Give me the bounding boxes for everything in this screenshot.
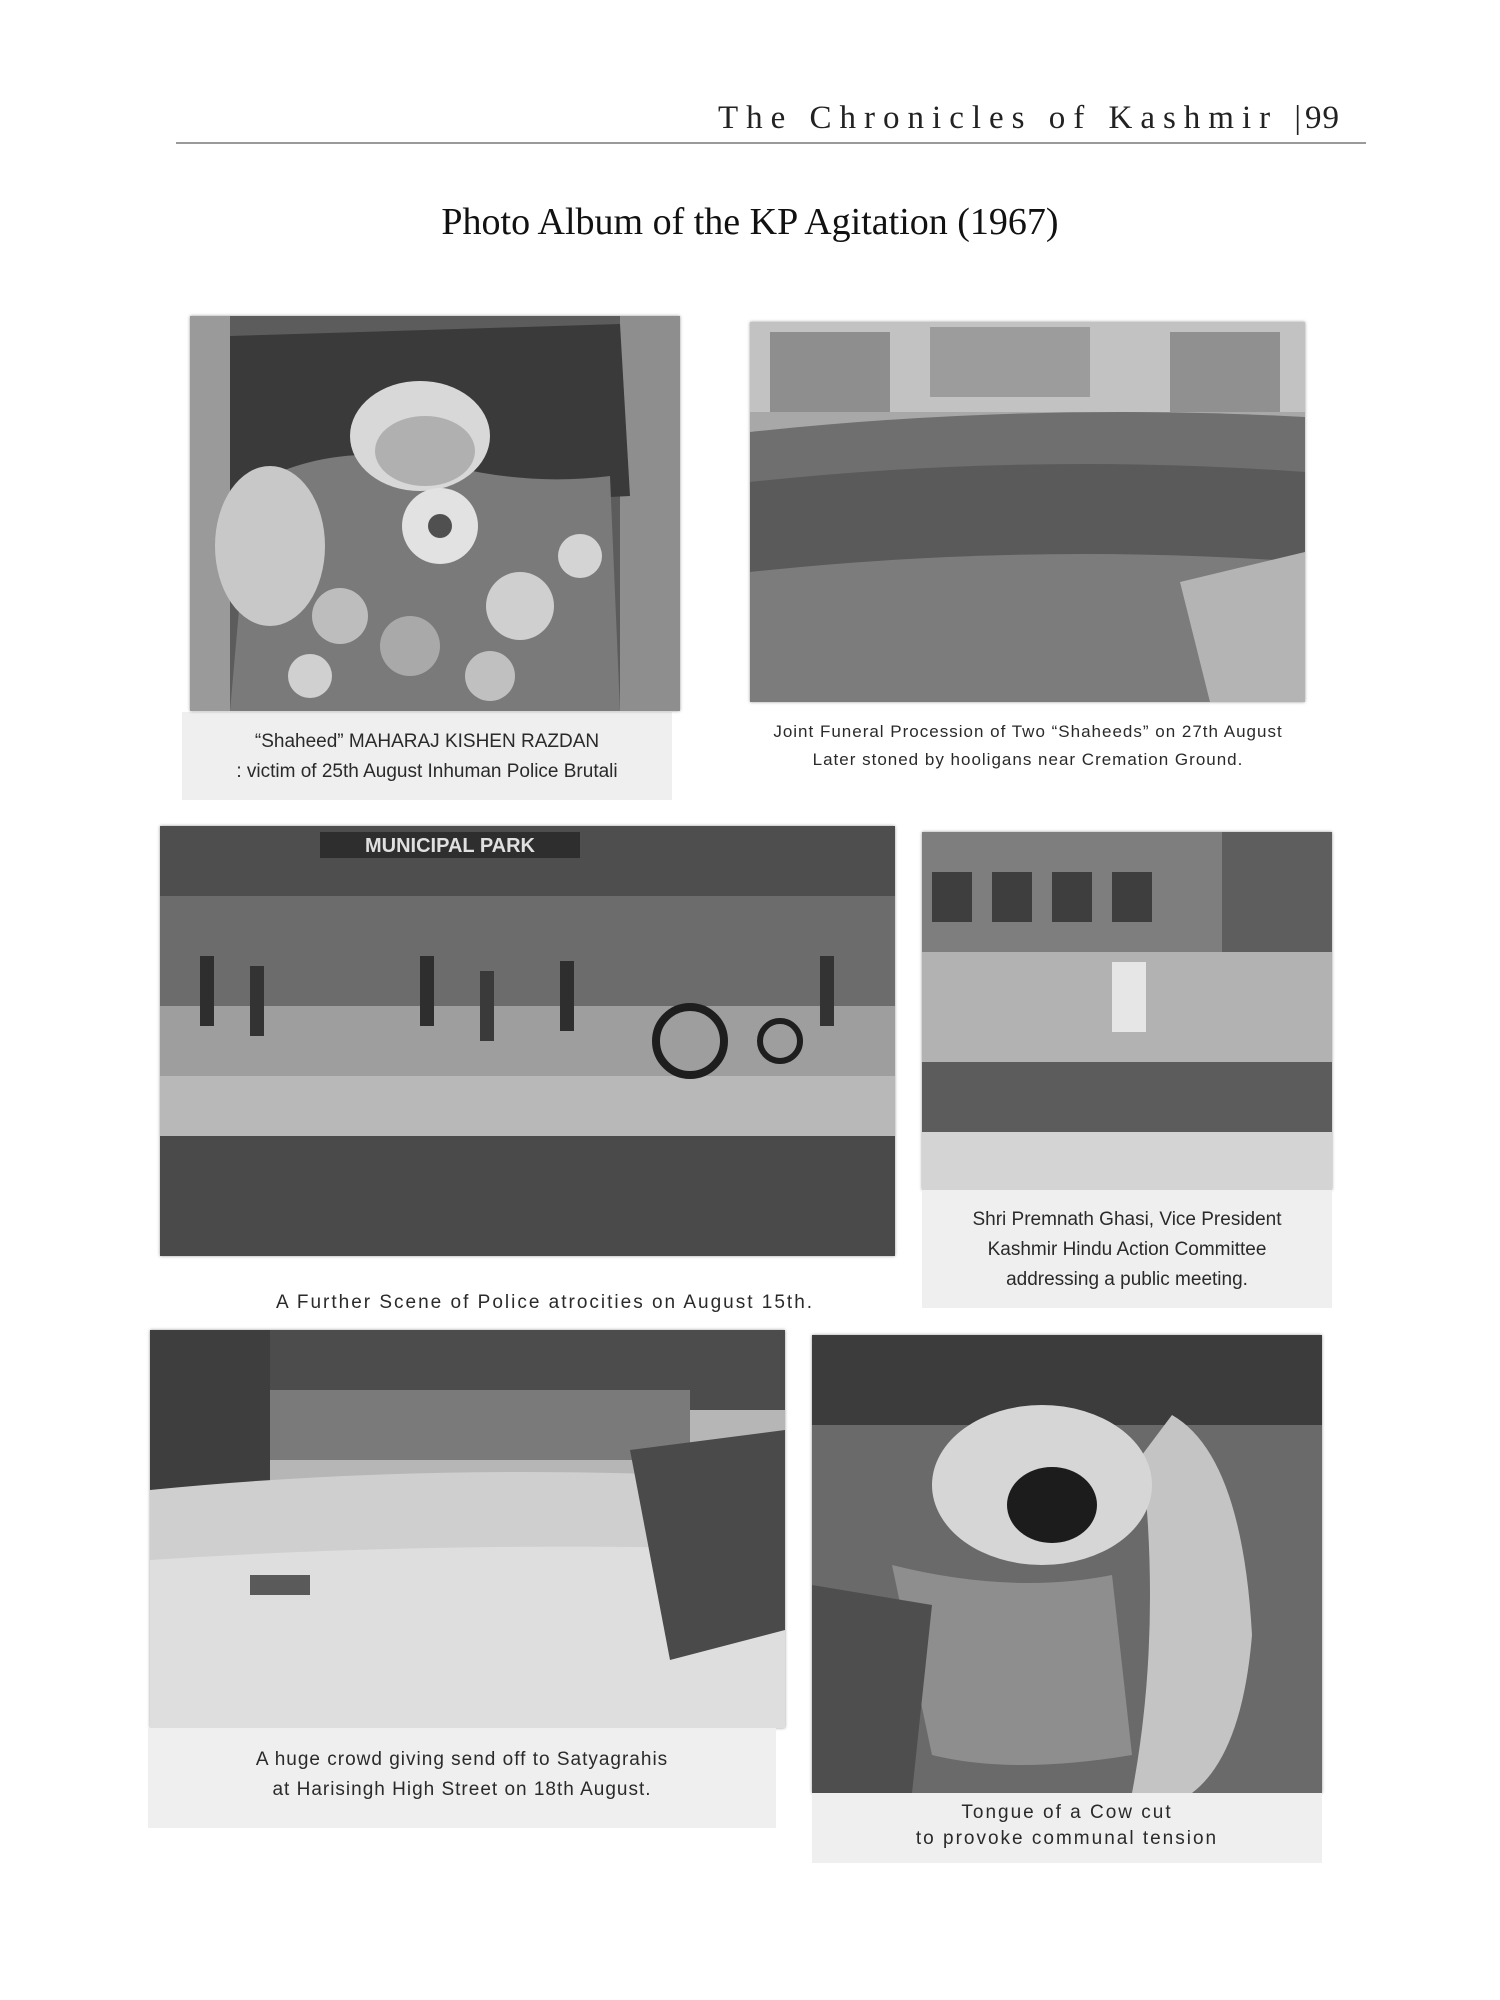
header-rule [176, 142, 1366, 144]
photo-cow [812, 1335, 1322, 1793]
header-separator: | [1294, 100, 1301, 136]
caption-line: Shri Premnath Ghasi, Vice President [972, 1209, 1282, 1230]
caption-line: Kashmir Hindu Action Committee [987, 1239, 1267, 1260]
photo-martyr-portrait [190, 316, 680, 711]
photo-caption-4 [922, 1205, 1332, 1295]
caption-line: Joint Funeral Procession of Two “Shaheeds” on 27th August [773, 722, 1283, 741]
park-signboard-text: MUNICIPAL PARK [365, 835, 535, 857]
photo-caption-1 [182, 727, 672, 787]
caption-line: addressing a public meeting. [1006, 1269, 1248, 1290]
caption-line: to provoke communal tension [915, 1828, 1219, 1849]
caption-line: Later stoned by hooligans near Cremation Ground. [812, 750, 1244, 769]
running-header [640, 100, 1340, 137]
photo-caption-3 [190, 1288, 900, 1318]
page-number: 99 [1305, 100, 1340, 136]
photo-funeral-procession [750, 322, 1305, 702]
photo-huge-crowd [150, 1330, 785, 1728]
caption-line: : victim of 25th August Inhuman Police Brutali [236, 761, 618, 782]
photo-caption-2 [718, 718, 1338, 774]
photo-public-meeting [922, 832, 1332, 1190]
caption-line: A huge crowd giving send off to Satyagrahis [255, 1749, 669, 1770]
page-title: Photo Album of the KP Agitation (1967) [441, 201, 1059, 243]
caption-line: Tongue of a Cow cut [961, 1802, 1173, 1823]
photo-municipal-park [160, 826, 895, 1256]
photo-caption-6 [812, 1800, 1322, 1852]
caption-line: “Shaheed” MAHARAJ KISHEN RAZDAN [254, 731, 600, 752]
caption-line: at Harisingh High Street on 18th August. [272, 1779, 652, 1800]
photo-caption-5 [148, 1745, 776, 1805]
running-title: The Chronicles of Kashmir [717, 100, 1279, 136]
caption-line: A Further Scene of Police atrocities on August 15th. [275, 1292, 815, 1313]
